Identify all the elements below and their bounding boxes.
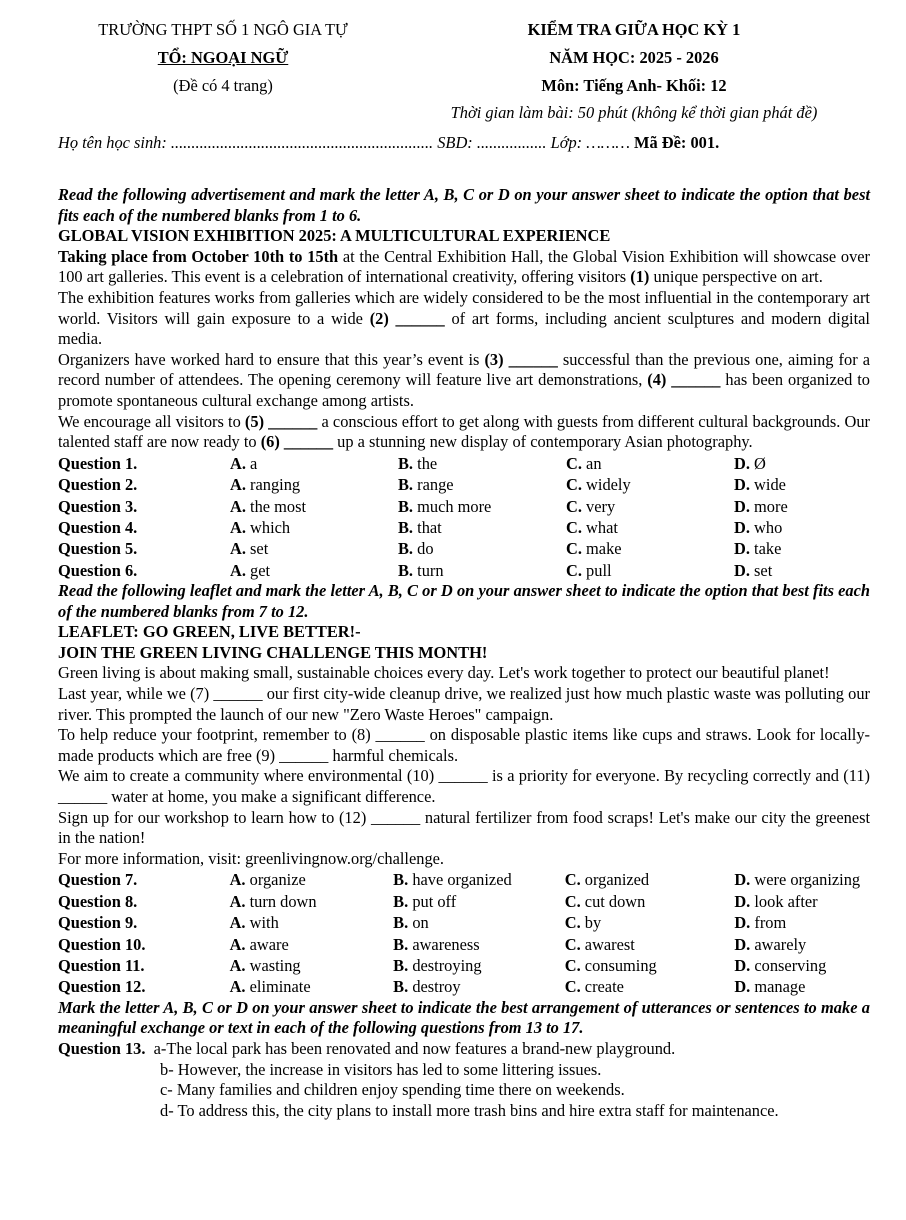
section2-paragraph-1: Green living is about making small, sustainable choices every day. Let's work together to protect our beautiful planet! [58, 663, 830, 683]
question-13-number: Question 13. [58, 1038, 146, 1058]
section2-paragraph-2: Last year, while we (7) ______ our first city-wide cleanup drive, we realized just how much plastic waste was polluting our river. This prompted the launch of our new "Zero Waste Heroes" campaign. [58, 684, 870, 724]
blank-6: (6) ______ [260, 432, 334, 452]
question-row: Question 4. A. which B. that C. what D. who [58, 517, 783, 537]
question-row: Question 1. A. a B. the C. an D. Ø [58, 453, 766, 473]
section1-paragraph-3: Organizers have worked hard to ensure that this year’s event is (3) ______ successful than the previous one, aiming for a record number of attendees. The opening ceremony will feature live art demonstrations, (4) ______ has been organized to promote spontaneous cultural exchange among artists. [58, 349, 870, 410]
question-row: Question 11. A. wasting B. destroying C. consuming D. conserving [58, 955, 827, 975]
section2-title-2: JOIN THE GREEN LIVING CHALLENGE THIS MONTH! [58, 642, 488, 662]
sentence-d: d- To address this, the city plans to install more trash bins and hire extra staff for maintenance. [160, 1100, 779, 1120]
blank-2: (2) ______ [369, 308, 445, 328]
section1-paragraph-1: Taking place from October 10th to 15th at the Central Exhibition Hall, the Global Vision Exhibition will showcase over 100 art galleries. This event is a celebration of international creativity, offering visitors (1) unique perspective on art. [58, 246, 870, 287]
section2-paragraph-3: To help reduce your footprint, remember to (8) ______ on disposable plastic items like cups and straws. Look for locally-made products which are free (9) ______ harmful chemicals. [58, 725, 870, 765]
section2-instruction: Read the following leaflet and mark the letter A, B, C or D on your answer sheet to indicate the option that best fits each of the numbered blanks from 7 to 12. [58, 581, 870, 621]
section1-questions [58, 453, 870, 581]
section1-paragraph-2: The exhibition features works from galleries which are widely considered to be the most influential in the contemporary art world. Visitors will gain exposure to a wide (2) ______ of art forms, including ancient sculptures and modern digital media. [58, 287, 870, 349]
blank-4: (4) ______ [647, 370, 721, 390]
blank-1: (1) [630, 267, 650, 287]
duration-line: Thời gian làm bài: 50 phút (không kể thời gian phát đề) [450, 103, 818, 122]
section2-paragraph-5: Sign up for our workshop to learn how to (12) ______ natural fertilizer from food scraps! Let's make our city the greenest in the nation! [58, 807, 870, 848]
exam-title: KIỂM TRA GIỮA HỌC KỲ 1 [527, 20, 741, 39]
section1-paragraph-4: We encourage all visitors to (5) ______ a conscious effort to get along with guests from different cultural backgrounds. Our talented staff are now ready to (6) ______ up a stunning new display of contemporary Asian photography. [58, 411, 870, 452]
section2-title-1: LEAFLET: GO GREEN, LIVE BETTER!- [58, 622, 361, 642]
section3-instruction: Mark the letter A, B, C or D on your answer sheet to indicate the best arrangement of utterances or sentences to make a meaningful exchange or text in each of the following questions from 13 to 17. [58, 997, 870, 1038]
blank-5: (5) ______ [244, 411, 318, 431]
subject-line: Môn: Tiếng Anh- Khối: 12 [541, 76, 727, 95]
question-row: Question 6. A. get B. turn C. pull D. set [58, 560, 773, 580]
event-dates: Taking place from October 10th to 15th [58, 246, 339, 266]
section1-title: GLOBAL VISION EXHIBITION 2025: A MULTICULTURAL EXPERIENCE [58, 226, 611, 246]
section2-questions [58, 869, 870, 997]
student-info-line [58, 133, 870, 154]
school-year: NĂM HỌC: 2025 - 2026 [549, 48, 719, 67]
school-name: TRƯỜNG THPT SỐ 1 NGÔ GIA TỰ [98, 20, 348, 39]
question-13 [58, 1039, 870, 1121]
student-fields: Họ tên học sinh: ................................................................ SBD: ................. Lớp: ……… [58, 133, 630, 152]
department-name: TỔ: NGOẠI NGỮ [157, 48, 289, 67]
section1-instruction: Read the following advertisement and mark the letter A, B, C or D on your answer sheet to indicate the option that best fits each of the numbered blanks from 1 to 6. [58, 185, 870, 225]
sentence-b: b- However, the increase in visitors has led to some littering issues. [160, 1059, 602, 1079]
sentence-c: c- Many families and children enjoy spending time there on weekends. [160, 1080, 625, 1100]
question-row: Question 2. A. ranging B. range C. widely D. wide [58, 475, 786, 495]
question-row: Question 9. A. with B. on C. by D. from [58, 913, 787, 933]
blank-3: (3) ______ [484, 349, 558, 369]
section2-paragraph-6: For more information, visit: greenlivingnow.org/challenge. [58, 848, 445, 868]
exam-code: Mã Đề: 001. [634, 133, 720, 152]
exam-content [58, 185, 870, 1121]
sentence-a: a-The local park has been renovated and now features a brand-new playground. [153, 1038, 676, 1058]
section2-paragraph-4: We aim to create a community where environmental (10) ______ is a priority for everyone. By recycling correctly and (11) ______ water at home, you make a significant difference. [58, 766, 870, 806]
question-row: Question 12. A. eliminate B. destroy C. create D. manage [58, 977, 806, 997]
question-row: Question 5. A. set B. do C. make D. take [58, 539, 782, 559]
question-row: Question 7. A. organize B. have organized C. organized D. were organizing [58, 870, 861, 890]
question-row: Question 3. A. the most B. much more C. very D. more [58, 496, 788, 516]
question-row: Question 10. A. aware B. awareness C. awarest D. awarely [58, 934, 807, 954]
question-row: Question 8. A. turn down B. put off C. cut down D. look after [58, 891, 818, 911]
pages-note: (Đề có 4 trang) [173, 76, 273, 95]
